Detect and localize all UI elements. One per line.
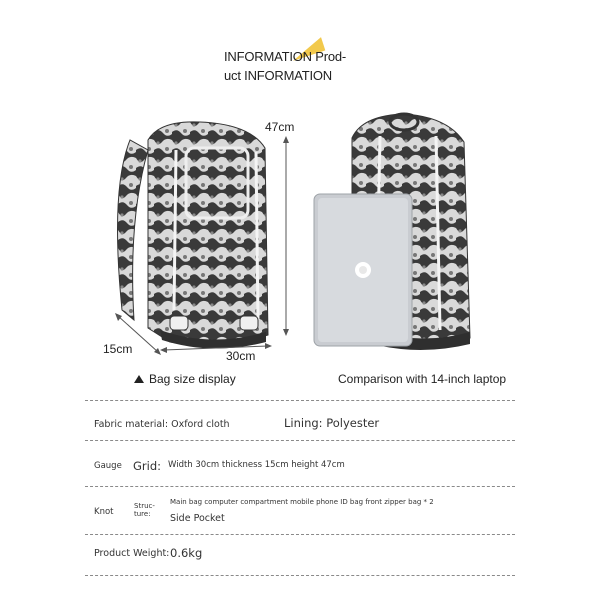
divider (85, 575, 515, 576)
structure-value-1: Main bag computer compartment mobile phone ID bag front zipper bag * 2 (170, 498, 434, 506)
grid-label: Grid: (133, 459, 162, 473)
header-title-line2: uct INFORMATION (224, 68, 332, 83)
depth-label: 15cm (103, 342, 133, 356)
grid-value: Width 30cm thickness 15cm height 47cm (168, 460, 345, 470)
divider (85, 440, 515, 441)
dimension-lines (100, 110, 300, 370)
lining-text: Lining: Polyester (284, 416, 380, 430)
structure-value-2: Side Pocket (170, 513, 225, 524)
fabric-material-text: Fabric material: Oxford cloth (94, 419, 230, 430)
width-label: 30cm (226, 349, 256, 363)
structure-label-2: ture: (134, 510, 151, 518)
backpack-laptop-image (312, 108, 492, 353)
structure-label-1: Struc- (134, 502, 155, 510)
divider (85, 486, 515, 487)
product-weight-label: Product Weight: (94, 548, 170, 559)
height-label: 47cm (265, 120, 295, 134)
triangle-bullet-icon (134, 375, 144, 383)
bag-size-caption: Bag size display (149, 372, 236, 386)
divider (85, 400, 515, 401)
knot-label: Knot (94, 507, 114, 517)
gauge-label: Gauge (94, 461, 122, 471)
product-weight-value: 0.6kg (170, 546, 203, 560)
laptop-comparison-caption: Comparison with 14-inch laptop (338, 372, 507, 386)
divider (85, 534, 515, 535)
header-title-line1: INFORMATION Prod- (224, 49, 347, 64)
